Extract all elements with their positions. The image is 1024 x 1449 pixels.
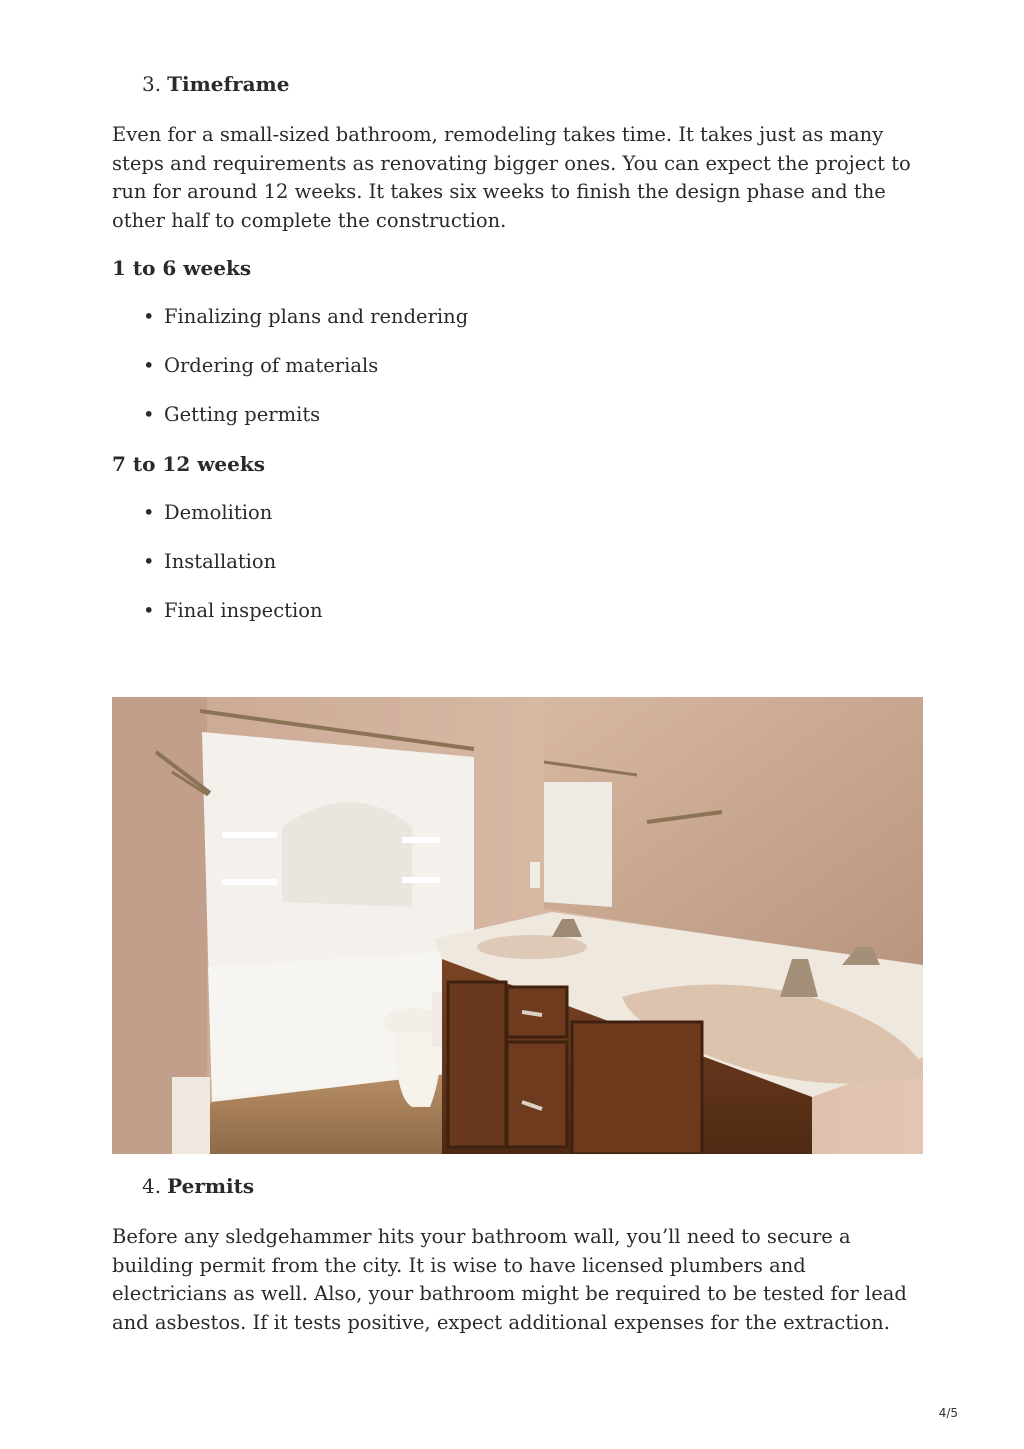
- section-4-number: 4.: [142, 1174, 162, 1198]
- section-4-paragraph: Before any sledgehammer hits your bathroom wall, you’ll need to secure a building permit from the city. It is wise to have licensed plumbers and electricians as well. Also, your bathroom might be required to be tested for lead and asbestos. If it tests positive, expect additional expenses for the extraction.: [112, 1225, 907, 1334]
- bathroom-photo: [112, 697, 923, 1154]
- list-item: • Final inspection: [164, 599, 323, 622]
- section-3-paragraph: Even for a small-sized bathroom, remodeling takes time. It takes just as many steps and requirements as renovating bigger ones. You can expect the project to run for around 12 weeks. It takes six weeks to finish the design phase and the other half to complete the construction.: [112, 123, 911, 232]
- section-3-heading: [142, 72, 289, 96]
- section-4-title: Permits: [167, 1174, 255, 1198]
- list-item: • Getting permits: [164, 403, 320, 426]
- section-3-number: 3.: [142, 72, 162, 96]
- list-item: • Finalizing plans and rendering: [164, 305, 468, 328]
- phase-1-label: 1 to 6 weeks: [112, 256, 252, 280]
- page-number: 4/5: [938, 1406, 958, 1420]
- list-item: • Demolition: [164, 501, 272, 524]
- section-3-title: Timeframe: [167, 72, 290, 96]
- section-4-heading: [142, 1174, 254, 1198]
- list-item: • Installation: [164, 550, 276, 573]
- list-item: • Ordering of materials: [164, 354, 378, 377]
- phase-2-label: 7 to 12 weeks: [112, 452, 265, 476]
